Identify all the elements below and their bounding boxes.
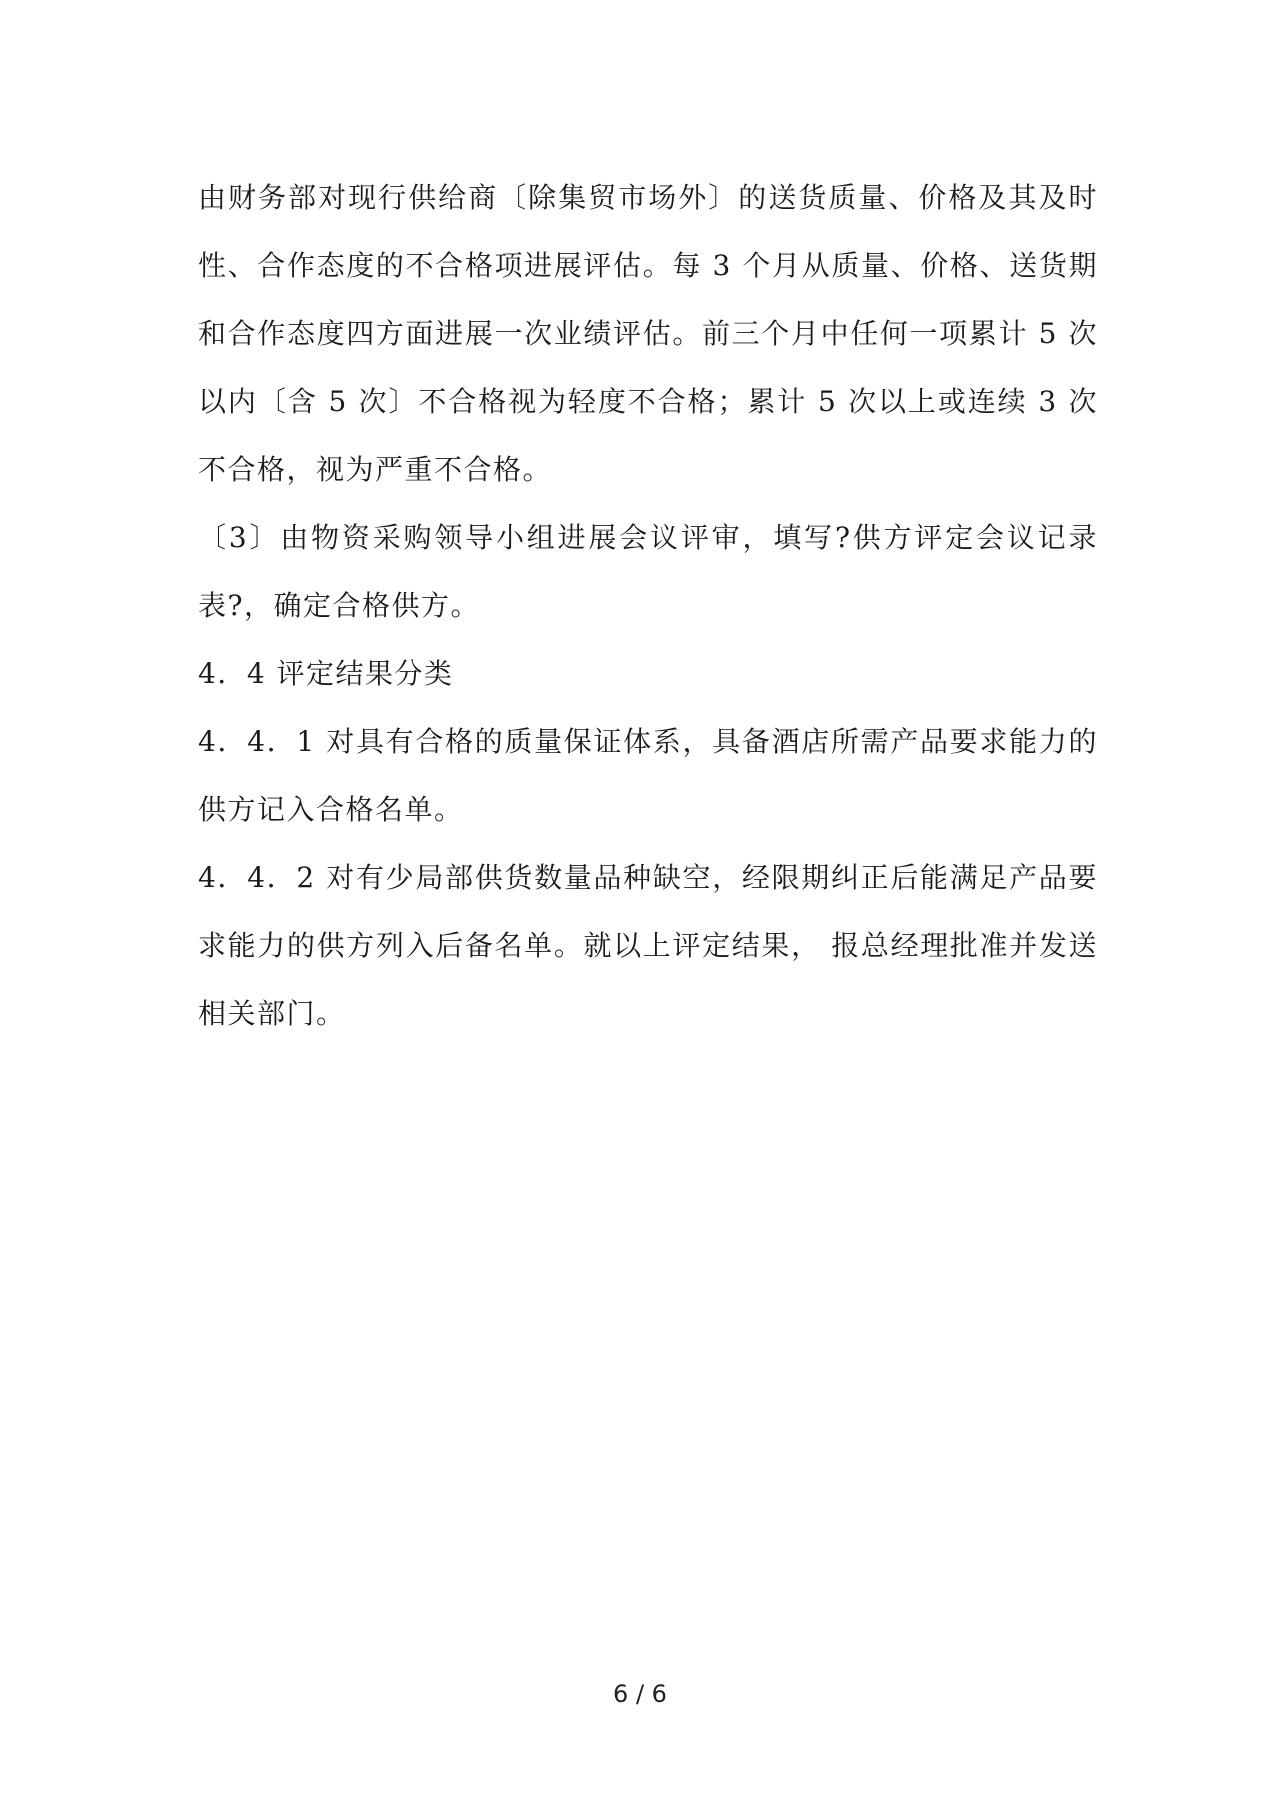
paragraph-qualified-list: 4．4．1 对具有合格的质量保证体系，具备酒店所需产品要求能力的供方记入合格名单。 [198,725,1098,826]
paragraph-evaluation-criteria: 由财务部对现行供给商〔除集贸市场外〕的送货质量、价格及其及时性、合作态度的不合格项进展评估。每 3 个月从质量、价格、送货期和合作态度四方面进展一次业绩评估。前三个月中任何一项累计 5 次以内〔含 5 次〕不合格视为轻度不合格；累计 5 次以上或连续 3 次不合格，视为严重不合格。 [198,181,1098,486]
page-number: 6 / 6 [613,1680,667,1708]
document-body [198,164,1098,1048]
paragraph-backup-list: 4．4．2 对有少局部供货数量品种缺空，经限期纠正后能满足产品要求能力的供方列入后备名单。就以上评定结果， 报总经理批准并发送相关部门。 [198,861,1098,1030]
paragraph-meeting-review: 〔3〕由物资采购领导小组进展会议评审，填写?供方评定会议记录表?，确定合格供方。 [198,521,1098,622]
section-heading-result-classification: 4．4 评定结果分类 [198,657,454,690]
